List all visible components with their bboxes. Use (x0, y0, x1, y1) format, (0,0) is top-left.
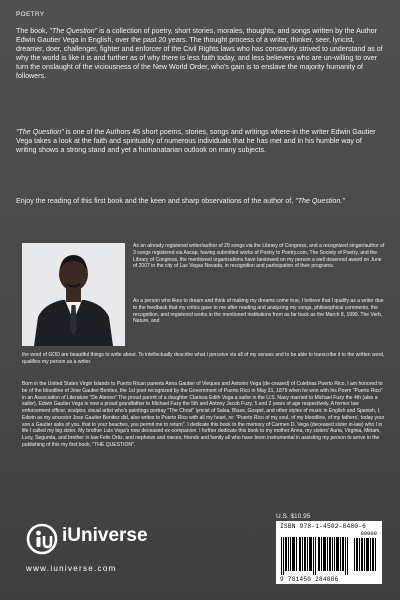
description-text: The book, (16, 27, 50, 35)
price-label: U.S. $10.95 (276, 513, 311, 520)
description-paragraph-1 (16, 27, 384, 82)
barcode-number: 9 781450 284806 (280, 576, 339, 583)
addon-code: 90000 (360, 530, 377, 537)
publisher-name: iUniverse (62, 525, 148, 546)
isbn-barcode (276, 521, 382, 584)
description-text: Enjoy the reading of this first book and the keen and sharp observations of the author of, (16, 197, 296, 205)
description-paragraph-3 (16, 197, 384, 206)
book-title-italic: "The Question" (16, 128, 64, 136)
description-paragraph-2 (16, 128, 384, 155)
category-label: POETRY (16, 11, 45, 18)
author-bio-paragraph-2-continued: the word of GOD are beautiful things to write about. To intellectually describe what I perceive via all of my senses and to be able to transcribe it to the written word, qualifies my person as a writer. (22, 352, 385, 365)
author-bio-paragraph-3: Born in the United States Virgin Islands to Puerto Rican parents Anna Gautier of Vieques and Antonio Vega (de-ceased) of Culebras Puerto Rico, I am honored to be of the bloodline of Jose Gautier Benitez, the 1st poet recognized by the Government of Puerto Rico in May 31, 1879 when he won with his Poem "Puerto Rico" in an Association of Literature "De Ateneo" The proud parent of a daughter Clarissa Edith Vega a sailor in the U.S. Navy married to Michael Fuzy the 4th (also a sailor), Edwin Gautier Vega is now a proud grandfather to Michael Fuzy the 5th and Antony Jacob Fuzy, 5 and 2 years of age respectively. A former law enforcement officer, sculptor, visual artist who's paintings portray "The Christ" lyricist of Salsa, Blues, Gospel, and other styles of music in English and Spanish, I, Edwin as my ancestor Jose Gautier Benitez did, also writes to Puerto Rico with all my heart, re: "Puerto Rico of my soul, of my bloodline, of my fathers', today your son a Gautier asks of you, that to your beaches, you permit me to return". I dedicate this book to the memory of Carmen D. Vega (deceased sister in-law) who I in life I called my big sister. My brother Luis Vega's now deceased ex-companion. I further dedicate this book to my mother Anna, my sisters' Auria, Virginia, Miriam, Lucy, Segunda, and brother in-law Felix Ortiz, and nephews and nieces, friends and family all who have been instrumental in assisting my person to arrive in the publishing of this my first book, "THE QUESTION". (22, 381, 385, 448)
book-title-italic: "The Question" (49, 27, 98, 35)
author-photo (22, 243, 125, 346)
description-text: is a collection of poetry, short stories, morales, thoughts, and songs written by the Author Edwin Gautier Vega in English, over the past 20 years. The thought process of a writer, thinker, seer, lyricist, dreamer, doer, challenger, fighter and enforcer of the Civil Rights laws who has constantly strived to understand as of why the world is like it is and further as of why there is less faith today, and less believers who are un-willing to over turn the onslaught of the viciousness of the New World Order, who's gain is to enslave the majority humanity of followers. (16, 27, 383, 81)
isbn-text: ISBN 978-1-4502-8480-6 (280, 523, 367, 530)
description-text: is one of the Authors 45 short poems, stories, songs and writings where-in the writer Edwin Gautier Vega takes a look at the faith and spirituality of numerous individuals that he has met and in his humble way of writing shows a strong stand and yet a humanatarian outlook on many subjects. (16, 128, 376, 155)
publisher-url: www.iuniverse.com (26, 564, 117, 573)
author-bio-paragraph-1: As an already registered writer/author of 29 songs via the Library of Congress, and a recognized singer/author of 3 songs registered via Ascap, having submitted works of Poetry to Poetry.com, The Society of Poetry, and the Library of Congress, the mentioned organizations have bestowed on my person a well deserved award on June of 2007 in the city of Las Vegas Nevada, in recognition and participation of their programs. (133, 243, 385, 270)
iuniverse-logo-icon (26, 523, 58, 555)
author-bio-paragraph-2: As a person who likes to dream and think of making my dreams come true, I believe that I qualify as a writer due to the feedback that my critics gave to me after reading and analyzing my songs, philosophical comments, the recognition, and registered works in the mentioned institutions from as far back as the March 8, 1999. The Verb, Nature, and (133, 298, 384, 325)
addon-barcode-bars (354, 538, 378, 571)
barcode-bars (280, 537, 352, 575)
book-title-italic: "The Question." (295, 197, 345, 205)
publisher-logo (26, 518, 176, 578)
